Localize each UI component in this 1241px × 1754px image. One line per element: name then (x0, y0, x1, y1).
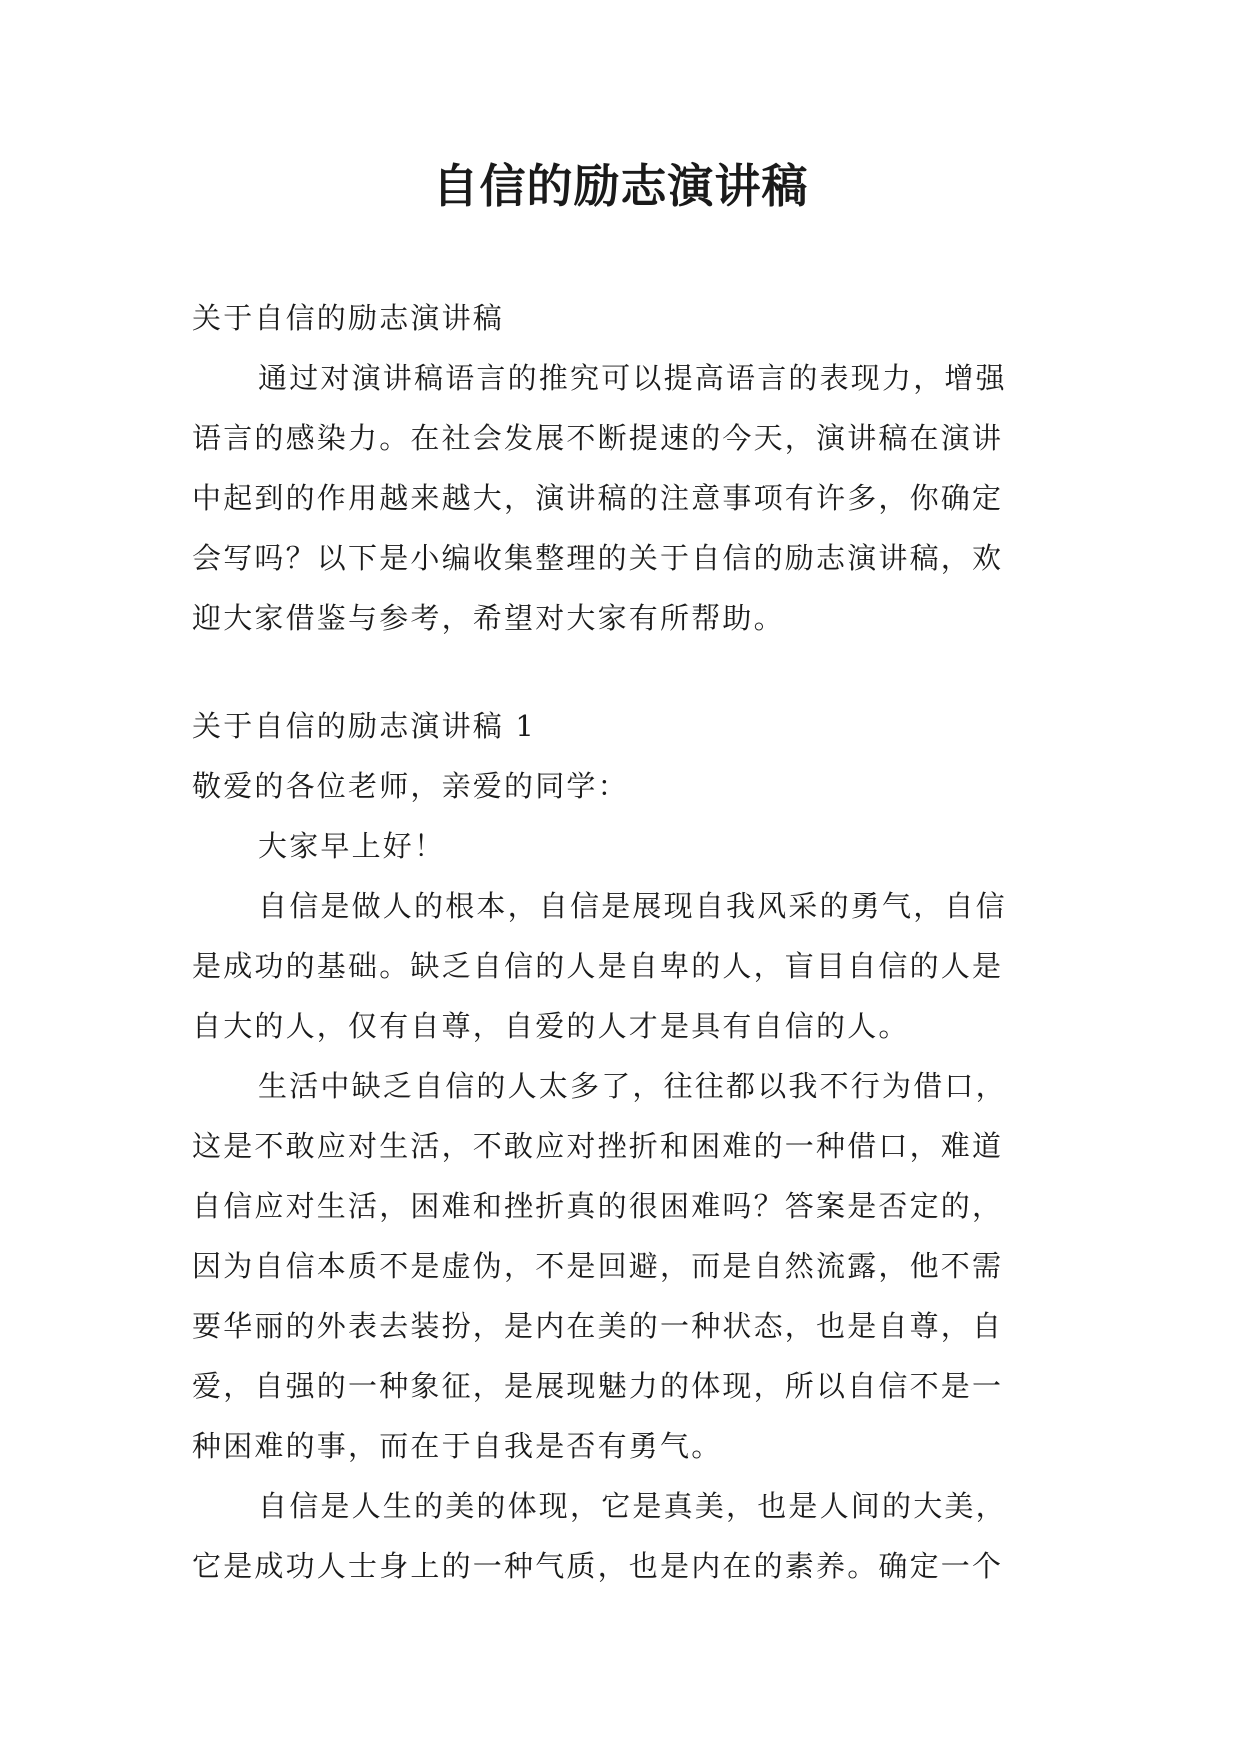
paragraph-line: 这是不敢应对生活，不敢应对挫折和困难的一种借口，难道 (192, 1129, 1004, 1163)
document-body (192, 288, 1054, 1596)
paragraph-line: 要华丽的外表去装扮，是内在美的一种状态，也是自尊，自 (192, 1309, 1004, 1343)
paragraph-line: 生活中缺乏自信的人太多了，往往都以我不行为借口， (258, 1069, 1007, 1103)
paragraph-line: 自大的人，仅有自尊，自爱的人才是具有自信的人。 (192, 1009, 910, 1043)
intro-line: 通过对演讲稿语言的推究可以提高语言的表现力，增强 (258, 361, 1007, 395)
paragraph-line: 它是成功人士身上的一种气质，也是内在的素养。确定一个 (192, 1549, 1004, 1583)
section-heading: 关于自信的励志演讲稿 1 (192, 709, 537, 743)
paragraph-line: 自信是做人的根本，自信是展现自我风采的勇气，自信 (258, 889, 1007, 923)
intro-heading: 关于自信的励志演讲稿 (192, 301, 505, 335)
paragraph-line: 自信是人生的美的体现，它是真美，也是人间的大美， (258, 1489, 1007, 1523)
paragraph-line: 因为自信本质不是虚伪，不是回避，而是自然流露，他不需 (192, 1249, 1004, 1283)
paragraph-line: 爱，自强的一种象征，是展现魅力的体现，所以自信不是一 (192, 1369, 1004, 1403)
document-title: 自信的励志演讲稿 (432, 159, 809, 213)
section-spacer (192, 648, 1054, 696)
greeting: 大家早上好！ (258, 829, 446, 863)
intro-line: 中起到的作用越来越大，演讲稿的注意事项有许多，你确定 (192, 481, 1004, 515)
intro-line: 会写吗？以下是小编收集整理的关于自信的励志演讲稿，欢 (192, 541, 1004, 575)
paragraph-line: 自信应对生活，困难和挫折真的很困难吗？答案是否定的， (192, 1189, 1004, 1223)
intro-line: 迎大家借鉴与参考，希望对大家有所帮助。 (192, 601, 785, 635)
salutation: 敬爱的各位老师，亲爱的同学： (192, 769, 629, 803)
intro-line: 语言的感染力。在社会发展不断提速的今天，演讲稿在演讲 (192, 421, 1004, 455)
paragraph-line: 是成功的基础。缺乏自信的人是自卑的人，盲目自信的人是 (192, 949, 1004, 983)
paragraph-line: 种困难的事，而在于自我是否有勇气。 (192, 1429, 723, 1463)
